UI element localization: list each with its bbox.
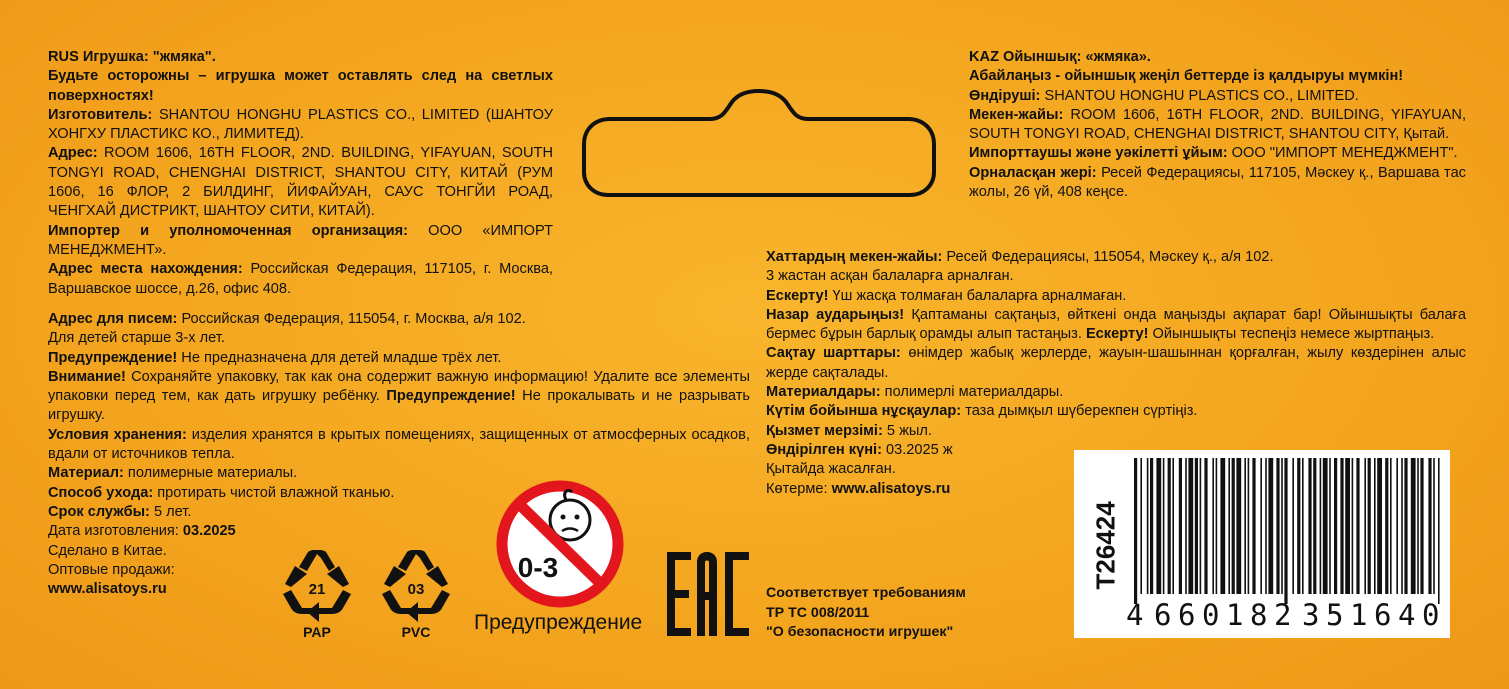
barcode-bar — [1195, 458, 1198, 594]
rus-mail: Российская Федерация, 115054, г. Москва, а/я 102. — [177, 311, 526, 327]
barcode-bar — [1390, 458, 1392, 594]
barcode-bar — [1308, 458, 1311, 594]
rus-caution: Будьте осторожны – игрушка может оставлять след на светлых поверхностях! — [48, 68, 553, 104]
kaz-storage: өнімдер жабық жерлерде, жауын-шашыннан қорғалған, жылу көздерінен алыс жерде сақталады. — [766, 345, 1466, 381]
barcode-bar — [1276, 458, 1279, 594]
kaz-material: полимерлі материалдары. — [880, 384, 1064, 401]
rus-lifetime: 5 лет. — [149, 503, 192, 520]
barcode-digit: 6 — [1154, 598, 1172, 632]
rus-importer: ООО «ИМПОРТ МЕНЕДЖМЕНТ». — [48, 222, 553, 258]
barcode-digit: 8 — [1250, 598, 1268, 632]
kaz-warning: Үш жасқа толмаған балаларға арналмаған. — [828, 287, 1127, 304]
rus-maker-label: Изготовитель: — [48, 106, 153, 123]
rus-care-label: Способ ухода: — [48, 484, 154, 501]
pap-label: PAP — [303, 624, 331, 640]
barcode-bar — [1428, 458, 1431, 594]
barcode-bar — [1297, 458, 1300, 594]
rus-material-label: Материал: — [48, 465, 124, 482]
barcode-bar — [1216, 458, 1218, 594]
age-prohibition-icon — [486, 480, 634, 608]
kaz-maker: SHANTOU HONGHU PLASTICS CO., LIMITED. — [1040, 87, 1359, 104]
barcode-bars — [1132, 458, 1448, 604]
barcode-panel — [1074, 450, 1450, 638]
kaz-attention-label: Назар аударыңыз! — [766, 306, 905, 323]
barcode-bar — [1188, 458, 1193, 594]
barcode-bar — [1340, 458, 1343, 594]
kaz-maker-label: Өндіруші: — [969, 87, 1041, 104]
pvc-number: 03 — [407, 581, 425, 598]
kaz-attention-warning: Ойыншықты теспеңіз немесе жыртпаңыз. — [1148, 326, 1435, 343]
kaz-caution: Абайлаңыз - ойыншық жеңіл беттерде із қалдыруы мүмкін! — [969, 68, 1404, 85]
barcode-bar — [1364, 458, 1366, 594]
barcode-bar — [1150, 458, 1153, 594]
barcode-bar — [1232, 458, 1235, 594]
barcode-bar — [1260, 458, 1262, 594]
barcode-bar — [1417, 458, 1419, 594]
rus-website: www.alisatoys.ru — [48, 581, 167, 598]
kaz-storage-label: Сақтау шарттары: — [766, 345, 901, 362]
barcode-digit: 6 — [1374, 598, 1392, 632]
barcode-bar — [1163, 458, 1165, 594]
kaz-address-label: Мекен-жайы: — [969, 106, 1064, 123]
pvc-label: PVC — [401, 624, 431, 640]
barcode-bar — [1252, 458, 1255, 594]
eac-mark — [667, 552, 751, 636]
rus-mail-label: Адрес для писем: — [48, 311, 178, 327]
rus-storage-label: Условия хранения: — [48, 426, 187, 443]
barcode-digit: 4 — [1126, 598, 1144, 632]
barcode-bar — [1411, 458, 1416, 594]
hang-hole-outline — [578, 88, 940, 200]
barcode-bar — [1329, 458, 1331, 594]
kaz-made-in: Қытайда жасалған. — [766, 461, 896, 478]
barcode-bar — [1352, 458, 1354, 594]
rus-attention-warning: Не прокалывать и не разрывать игрушку. — [48, 388, 750, 424]
conformity-line-3: "О безопасности игрушек" — [766, 624, 954, 640]
rus-age: Для детей старше 3-х лет. — [48, 330, 225, 347]
barcode-bar — [1420, 458, 1423, 594]
barcode-bar — [1134, 458, 1137, 604]
barcode-digit: 6 — [1178, 598, 1196, 632]
rus-material: полимерные материалы. — [123, 465, 298, 482]
barcode-bar — [1377, 458, 1382, 594]
barcode-bar — [1334, 458, 1337, 594]
kaz-attention-warning-label: Ескерту! — [1081, 326, 1149, 343]
rus-attention: Сохраняйте упаковку, так как она содержит важную информацию! Удалите все элементы упаковки перед тем, как дать игрушку ребёнку. — [48, 368, 750, 405]
rus-date-label: Дата изготовления: — [48, 523, 183, 540]
rus-address-label: Адрес: — [48, 145, 98, 162]
barcode-bar — [1179, 458, 1182, 594]
barcode-bar — [1433, 458, 1435, 594]
kaz-care: таза дымқыл шүберекпен сүртіңіз. — [961, 403, 1198, 420]
rus-attention-label: Внимание! — [48, 368, 126, 385]
barcode-digit: 0 — [1202, 598, 1220, 632]
eac-icon — [667, 552, 751, 636]
rus-warning-label: Предупреждение! — [48, 349, 178, 366]
barcode-bar — [1185, 458, 1187, 594]
kaz-material-label: Материалдары: — [766, 384, 881, 401]
kaz-lifetime-label: Қызмет мерзімі: — [766, 422, 883, 439]
barcode-bar — [1244, 458, 1246, 594]
barcode-bar — [1313, 458, 1316, 594]
barcode-bar — [1140, 458, 1142, 594]
kaz-info-top — [969, 48, 1466, 202]
rus-care: протирать чистой влажной тканью. — [153, 484, 395, 501]
barcode-digits — [1126, 598, 1448, 632]
kaz-age: 3 жастан асқан балаларға арналған. — [766, 268, 1014, 285]
age-mark: 0-3 — [517, 552, 559, 583]
kaz-date-label: Өндірілген күні: — [766, 441, 882, 458]
barcode-bar — [1438, 458, 1440, 604]
barcode-digit: 1 — [1350, 598, 1368, 632]
kaz-location: Ресей Федерациясы, 117105, Мәскеу қ., Варшава тас жолы, 26 үй, 408 кеңсе. — [969, 164, 1466, 201]
rus-maker: SHANTOU HONGHU PLASTICS CO., LIMITED (ШАНТОУ ХОНГХУ ПЛАСТИКС КО., ЛИМИТЕД). — [48, 106, 553, 143]
barcode-bar — [1374, 458, 1376, 594]
kaz-care-label: Күтім бойынша нұсқаулар: — [766, 403, 962, 420]
barcode-bar — [1248, 458, 1250, 594]
barcode-bar — [1396, 458, 1398, 594]
eac-label — [667, 552, 668, 553]
rus-lifetime-label: Срок службы: — [48, 503, 150, 520]
barcode-bar — [1356, 458, 1359, 594]
barcode-bar — [1172, 458, 1174, 594]
barcode-bar — [1345, 458, 1350, 594]
barcode-bar — [1302, 458, 1304, 594]
rus-wholesale: Оптовые продажи: — [48, 561, 175, 578]
barcode-bar — [1368, 458, 1371, 594]
rus-location-label: Адрес места нахождения: — [48, 261, 243, 278]
barcode-bar — [1156, 458, 1161, 594]
pap-number: 21 — [308, 581, 326, 598]
barcode-bar — [1220, 458, 1225, 594]
barcode-digit: 3 — [1302, 598, 1320, 632]
kaz-address: ROOM 1606, 16TH FLOOR, 2ND. BUILDING, YIFAYUAN, SOUTH TONGYI ROAD, CHENGHAI DISTRICT, SHANTOU CITY, Қытай. — [969, 106, 1466, 143]
rus-made-in: Сделано в Китае. — [48, 542, 167, 559]
kaz-location-label: Орналасқан жері: — [969, 164, 1097, 181]
barcode-bar — [1281, 458, 1283, 594]
barcode-bar — [1404, 458, 1407, 594]
kaz-lifetime: 5 жыл. — [882, 422, 932, 439]
rus-attention-warning-label: Предупреждение! — [379, 388, 516, 405]
kaz-mail: Ресей Федерациясы, 115054, Мәскеу қ., а/я 102. — [942, 249, 1274, 265]
kaz-title: KAZ Ойыншық: «жмяка». — [969, 49, 1151, 65]
barcode-digit: 5 — [1326, 598, 1344, 632]
kaz-importer: ООО "ИМПОРТ МЕНЕДЖМЕНТ". — [1227, 145, 1458, 162]
rus-title: RUS Игрушка: "жмяка". — [48, 49, 216, 65]
kaz-attention: Қаптаманы сақтаңыз, өйткені онда маңызды ақпарат бар! Ойыншықты балаға бермес бұрын барлық орамды алып тастаңыз. — [766, 306, 1466, 343]
barcode-digit: 1 — [1226, 598, 1244, 632]
barcode-bar — [1323, 458, 1328, 594]
barcode-bar — [1236, 458, 1241, 594]
barcode-bar — [1320, 458, 1322, 594]
barcode-bar — [1212, 458, 1214, 594]
rus-address: ROOM 1606, 16TH FLOOR, 2ND. BUILDING, YIFAYUAN, SOUTH TONGYI ROAD, CHENGHAI DISTRICT, SHANTOU CITY, КИТАЙ (РУМ 1606, 16 ФЛОР, 2 БИЛДИНГ, ЙИФАЙУАН, САУС ТОНГЙИ РОАД, ЧЕНГХАЙ ДИСТРИКТ, ШАНТОУ СИТИ, КИТАЙ). — [48, 145, 553, 220]
kaz-website: www.alisatoys.ru — [831, 480, 951, 497]
kaz-importer-label: Импорттаушы және уәкілетті ұйым: — [969, 145, 1228, 162]
barcode-digit: 4 — [1398, 598, 1416, 632]
conformity-line-1: Соответствует требованиям — [766, 585, 966, 601]
barcode-bar — [1268, 458, 1273, 594]
rus-warning: Не предназначена для детей младше трёх лет. — [177, 349, 502, 366]
barcode-bar — [1292, 458, 1294, 594]
barcode-bar — [1284, 458, 1287, 604]
barcode-digit: 2 — [1274, 598, 1292, 632]
kaz-mail-label: Хаттардың мекен-жайы: — [766, 249, 943, 265]
kaz-warning-label: Ескерту! — [766, 287, 829, 304]
barcode-bar — [1385, 458, 1388, 594]
rus-importer-label: Импортер и уполномоченная организация: — [48, 222, 408, 239]
rus-date: 03.2025 — [182, 523, 236, 540]
rus-storage: изделия хранятся в крытых помещениях, защищенных от атмосферных осадков, вдали от источников тепла. — [48, 426, 750, 463]
barcode-bar — [1401, 458, 1403, 594]
barcode-bar — [1147, 458, 1149, 594]
barcode-bar — [1168, 458, 1171, 594]
kaz-date: 03.2025 ж — [881, 441, 953, 458]
article-number: T26424 — [1090, 501, 1121, 590]
barcode-bar — [1204, 458, 1207, 594]
rus-info-top — [48, 48, 553, 299]
barcode-bar — [1265, 458, 1267, 594]
barcode-bar — [1228, 458, 1230, 594]
barcode-digit: 0 — [1422, 598, 1440, 632]
barcode-bar — [1200, 458, 1202, 594]
warning-caption: Предупреждение — [474, 611, 643, 634]
conformity-text — [766, 584, 1004, 643]
kaz-wholesale: Көтерме: — [766, 480, 832, 497]
rus-location: Российская Федерация, 117105, г. Москва, Варшавское шоссе, д.26, офис 408. — [48, 261, 553, 297]
conformity-line-2: ТР ТС 008/2011 — [766, 604, 870, 621]
